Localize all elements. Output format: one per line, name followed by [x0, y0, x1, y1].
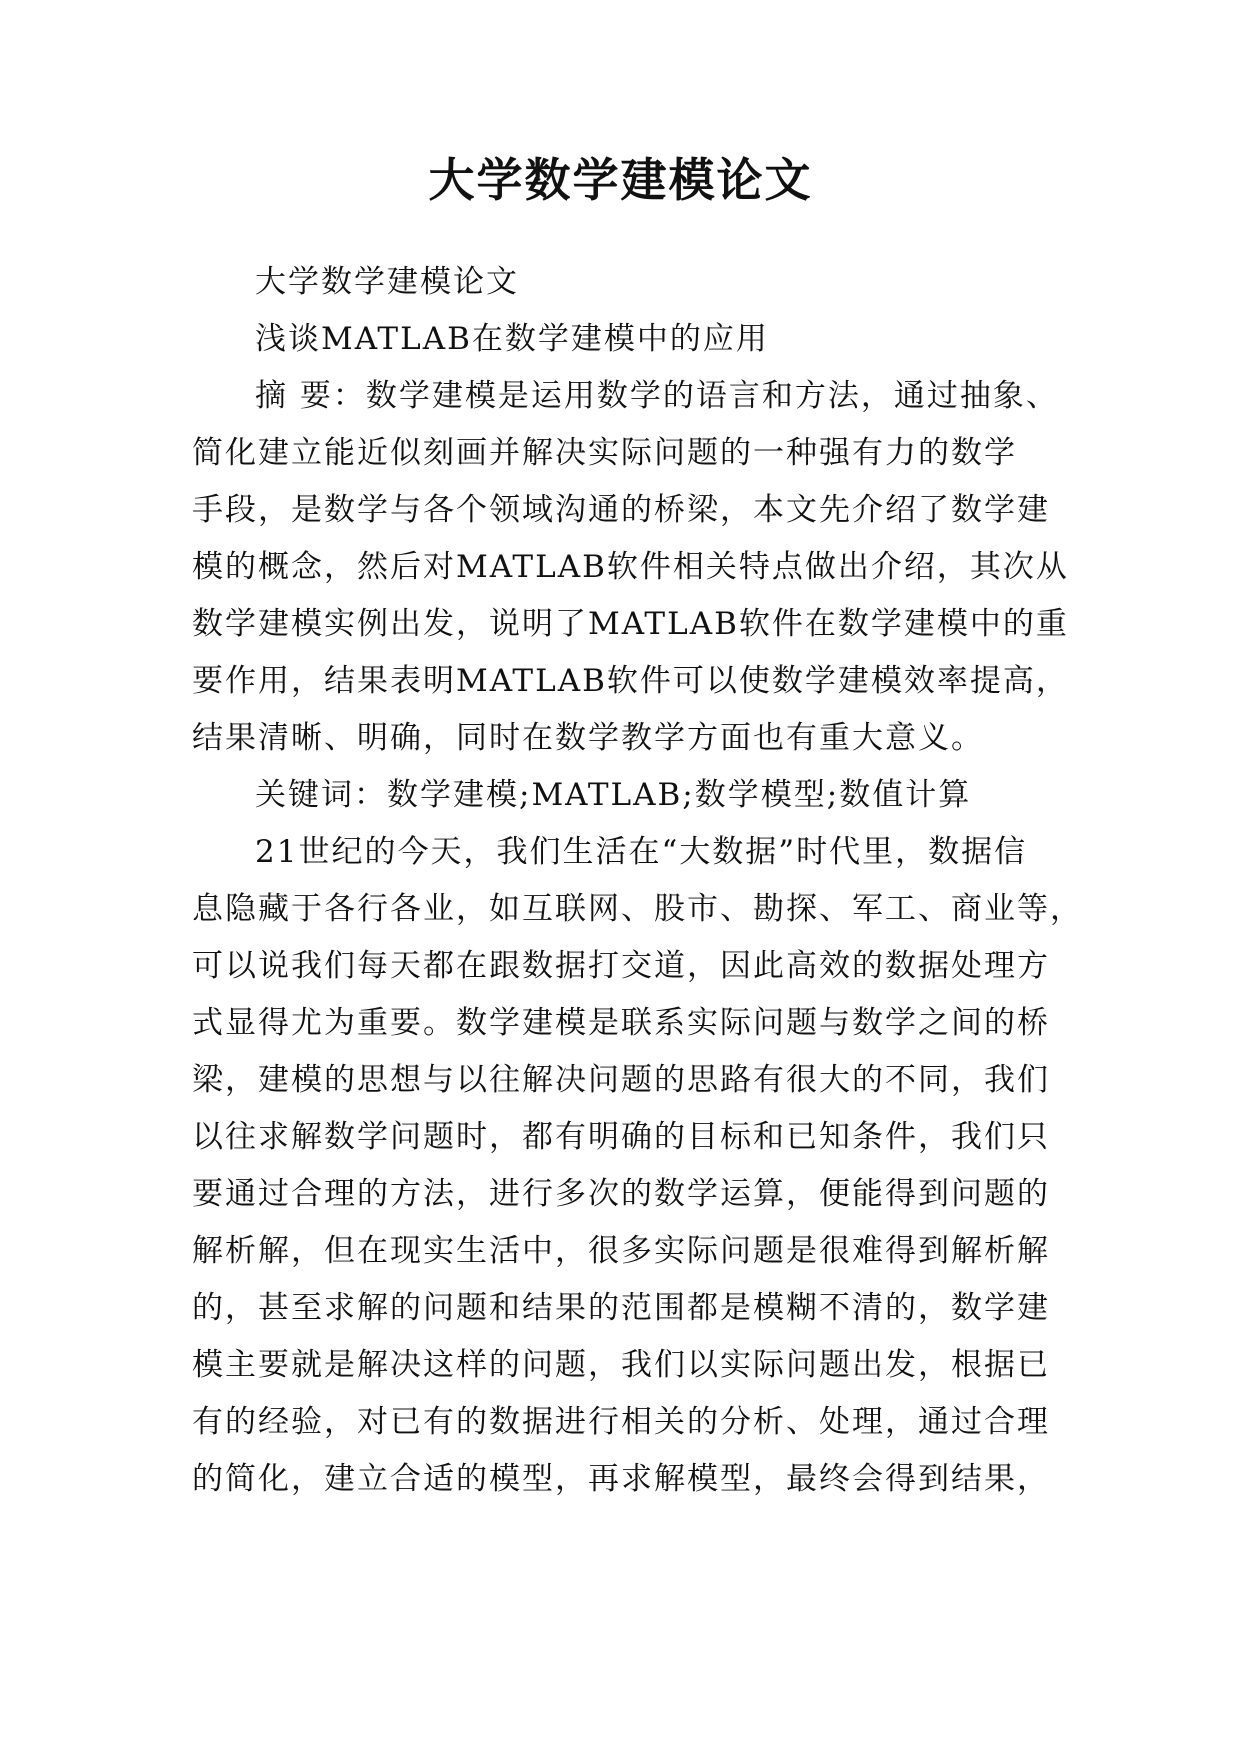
document-title: 大学数学建模论文 [428, 153, 813, 207]
body-line: 以往求解数学问题时，都有明确的目标和已知条件，我们只 [192, 1119, 1050, 1155]
body-line: 要通过合理的方法，进行多次的数学运算，便能得到问题的 [192, 1176, 1050, 1212]
body-line: 息隐藏于各行各业，如互联网、股市、勘探、军工、商业等， [192, 891, 1083, 927]
body-line: 21世纪的今天，我们生活在“大数据”时代里，数据信 [255, 834, 1028, 870]
body-line: 可以说我们每天都在跟数据打交道，因此高效的数据处理方 [192, 948, 1050, 984]
abstract-line: 简化建立能近似刻画并解决实际问题的一种强有力的数学 [192, 435, 1017, 471]
body-line: 梁，建模的思想与以往解决问题的思路有很大的不同，我们 [192, 1062, 1050, 1098]
abstract-line: 摘 要：数学建模是运用数学的语言和方法，通过抽象、 [255, 378, 1059, 414]
body-line: 式显得尤为重要。数学建模是联系实际问题与数学之间的桥 [192, 1005, 1050, 1041]
subtitle-line: 大学数学建模论文 [255, 264, 519, 300]
abstract-line: 数学建模实例出发，说明了MATLAB软件在数学建模中的重 [192, 606, 1069, 642]
article-title-line: 浅谈MATLAB在数学建模中的应用 [255, 321, 769, 357]
abstract-line: 结果清晰、明确，同时在数学教学方面也有重大意义。 [192, 720, 984, 756]
body-line: 的简化，建立合适的模型，再求解模型，最终会得到结果， [192, 1461, 1050, 1497]
abstract-line: 要作用，结果表明MATLAB软件可以使数学建模效率提高， [192, 663, 1069, 699]
body-line: 的，甚至求解的问题和结果的范围都是模糊不清的，数学建 [192, 1290, 1050, 1326]
abstract-line: 模的概念，然后对MATLAB软件相关特点做出介绍，其次从 [192, 549, 1069, 585]
body-line: 解析解，但在现实生活中，很多实际问题是很难得到解析解 [192, 1233, 1050, 1269]
abstract-line: 手段，是数学与各个领域沟通的桥梁，本文先介绍了数学建 [192, 492, 1050, 528]
body-line: 有的经验，对已有的数据进行相关的分析、处理，通过合理 [192, 1404, 1050, 1440]
body-line: 模主要就是解决这样的问题，我们以实际问题出发，根据已 [192, 1347, 1050, 1383]
keywords-line: 关键词：数学建模;MATLAB;数学模型;数值计算 [255, 777, 972, 813]
